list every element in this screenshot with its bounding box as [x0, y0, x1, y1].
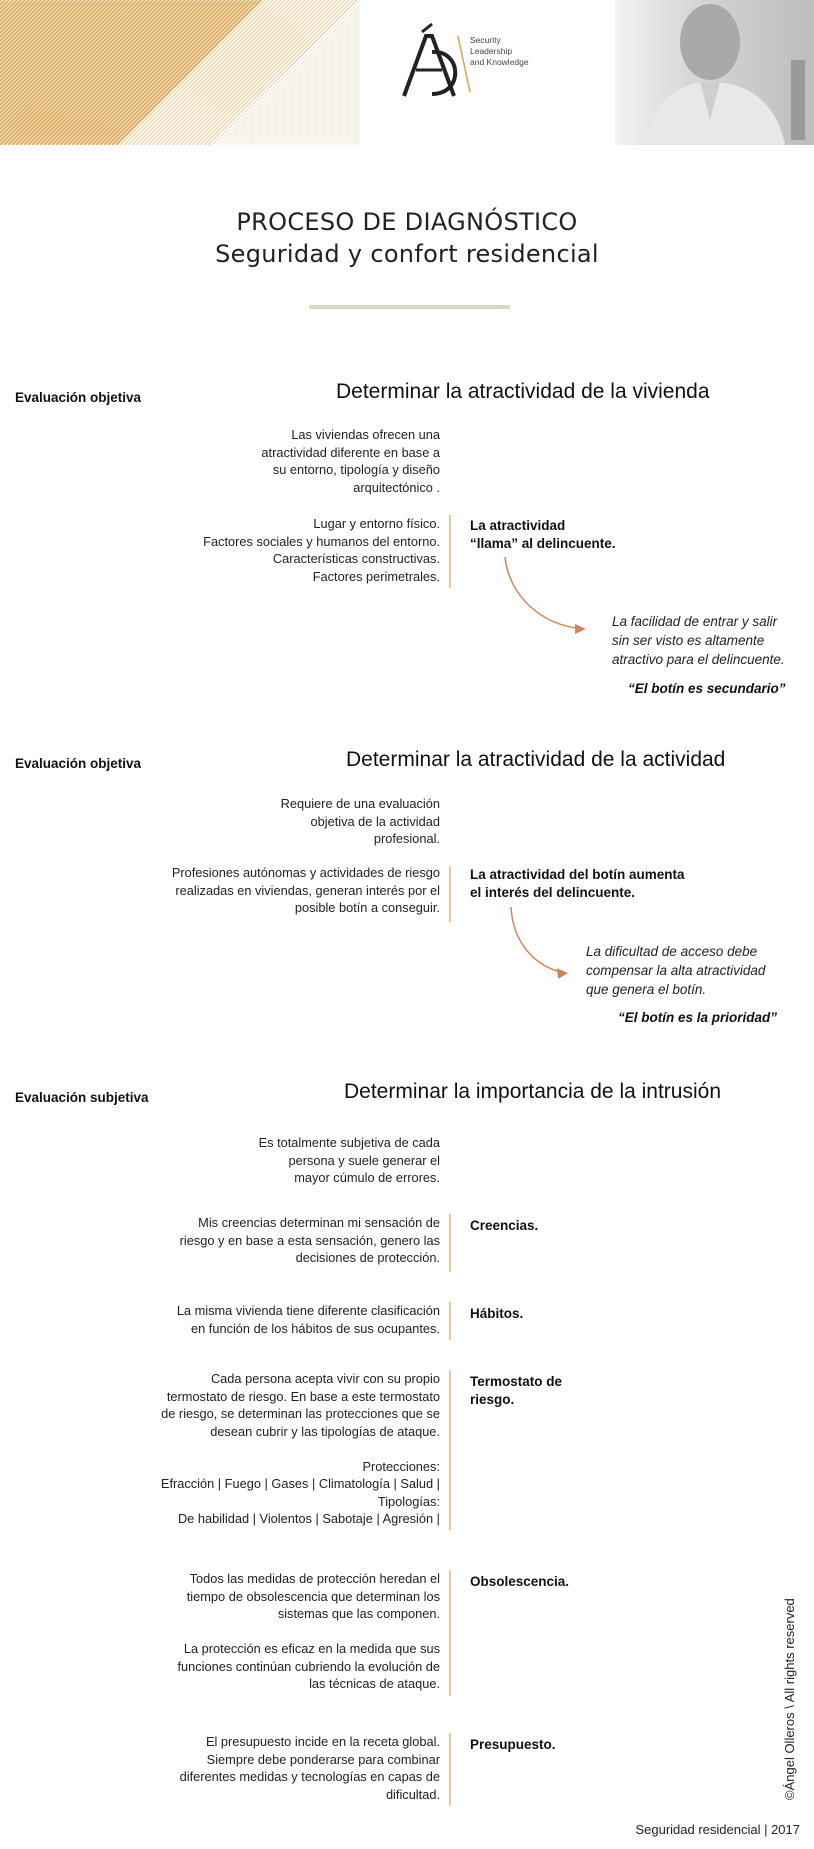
curved-arrow-icon [495, 555, 595, 635]
factor-line: Lugar y entorno físico. [313, 516, 440, 531]
section-heading: Determinar la atractividad de la actividad [346, 748, 726, 771]
note-line: La dificultad de acceso debe [586, 944, 758, 959]
key-line: La atractividad del botín aumenta [470, 867, 685, 882]
criterion-line: funciones continúan cubriendo la evolución de [177, 1658, 440, 1674]
note-line: La facilidad de entrar y salir [612, 614, 778, 629]
accent-divider [449, 1302, 451, 1340]
accent-divider [449, 515, 451, 588]
criterion-line: Siempre debe ponderarse para combinar [206, 1751, 440, 1767]
criterion-line: riesgo y en base a esta sensación, genero las [179, 1232, 440, 1248]
criterion-line: Tipologías: [377, 1493, 440, 1509]
section-intro [10, 1134, 440, 1187]
intro-line: persona y suele generar el [288, 1152, 440, 1168]
page-title: PROCESO DE DIAGNÓSTICO [236, 208, 578, 236]
brand-tagline [470, 35, 529, 68]
quote-text: “El botín es secundario” [628, 681, 786, 696]
key-line: Termostato de [470, 1374, 563, 1389]
note-text [586, 942, 765, 999]
accent-divider [449, 1570, 451, 1696]
criterion-key [470, 1373, 562, 1409]
portrait-photo [615, 0, 814, 145]
factor-line: Factores sociales y humanos del entorno. [203, 533, 440, 549]
criterion-key: Presupuesto. [470, 1737, 556, 1752]
criterion-line: termostato de riesgo. En base a este termostato [166, 1388, 440, 1404]
intro-line: profesional. [373, 831, 440, 846]
intro-line: arquitectónico . [353, 479, 440, 495]
factor-line: realizadas en viviendas, generan interés por el [175, 882, 440, 898]
note-text [612, 612, 785, 669]
tagline-line: Security [470, 35, 501, 45]
section-label: Evaluación objetiva [15, 390, 142, 405]
criterion-text [10, 1570, 440, 1693]
factor-line: Características constructivas. [272, 551, 440, 566]
criterion-spacer [10, 1623, 440, 1641]
criterion-line: La protección es eficaz en la medida que sus [183, 1641, 440, 1656]
intro-line: Requiere de una evaluación [280, 796, 440, 811]
page-subtitle: Seguridad y confort residencial [215, 240, 599, 268]
intro-line: Es totalmente subjetiva de cada [258, 1135, 440, 1150]
intro-line: su entorno, tipología y diseño [272, 462, 440, 477]
quote-text: “El botín es la prioridad” [618, 1010, 778, 1025]
header-banner [0, 0, 814, 145]
section-intro [10, 795, 440, 848]
section-label: Evaluación objetiva [15, 756, 142, 771]
criterion-text [10, 1214, 440, 1267]
section-intro [10, 426, 440, 496]
criterion-spacer [10, 1440, 440, 1458]
accent-divider [449, 1733, 451, 1806]
note-line: sin ser visto es altamente [612, 633, 765, 648]
criterion-line: De habilidad | Violentos | Sabotaje | Agresión | [177, 1511, 440, 1526]
factor-line: Factores perimetrales. [312, 568, 440, 584]
curved-arrow-icon [505, 905, 575, 980]
key-line: “llama” al delincuente. [470, 536, 616, 551]
intro-line: atractividad diferente en base a [261, 444, 440, 460]
accent-divider [449, 1214, 451, 1272]
striped-graphic [0, 0, 360, 145]
criterion-line: Protecciones: [362, 1458, 440, 1474]
key-line: el interés del delincuente. [470, 885, 636, 900]
copyright-vertical [782, 1560, 802, 1800]
key-line: riesgo. [470, 1392, 515, 1407]
note-line: que genera el botín. [586, 982, 707, 997]
criterion-line: Cada persona acepta vivir con su propio [210, 1371, 440, 1386]
factor-line: posible botín a conseguir. [294, 900, 440, 915]
accent-divider [449, 1370, 451, 1530]
criterion-line: las técnicas de ataque. [309, 1676, 440, 1691]
criterion-key: Creencias. [470, 1218, 539, 1233]
criterion-line: de riesgo, se determinan las protecciones que se [161, 1406, 440, 1421]
criterion-text [10, 1370, 440, 1528]
criterion-line: Mis creencias determinan mi sensación de [198, 1215, 440, 1230]
tagline-line: Leadership [470, 46, 513, 56]
criterion-line: La misma vivienda tiene diferente clasificación [176, 1303, 440, 1318]
intro-line: mayor cúmulo de errores. [294, 1170, 440, 1185]
section-heading: Determinar la atractividad de la vivienda [336, 380, 710, 403]
criterion-line: desean cubrir y las tipologías de ataque. [210, 1423, 440, 1439]
criterion-line: dificultad. [385, 1786, 440, 1802]
portrait-illustration [615, 0, 814, 145]
criterion-key: Obsolescencia. [470, 1574, 570, 1589]
section-factors [10, 515, 440, 585]
criterion-key: Hábitos. [470, 1306, 524, 1321]
factor-line: Profesiones autónomas y actividades de riesgo [171, 865, 440, 880]
intro-line: objetiva de la actividad [310, 813, 440, 829]
intro-line: Las viviendas ofrecen una [291, 427, 440, 442]
criterion-line: tiempo de obsolescencia que determinan los [186, 1588, 440, 1604]
note-line: atractivo para el delincuente. [612, 652, 785, 667]
criterion-line: El presupuesto incide en la receta global. [205, 1734, 440, 1749]
criterion-line: sistemas que las componen. [277, 1606, 440, 1621]
criterion-text [10, 1302, 440, 1337]
criterion-line: decisiones de protección. [295, 1250, 440, 1265]
key-statement [470, 866, 685, 902]
note-line: compensar la alta atractividad [586, 963, 766, 978]
criterion-line: Todos las medidas de protección heredan el [189, 1571, 440, 1586]
criterion-line: en función de los hábitos de sus ocupantes. [190, 1320, 440, 1336]
criterion-line: diferentes medidas y tecnologías en capas de [179, 1769, 440, 1784]
key-statement [470, 517, 616, 553]
section-factors [10, 864, 440, 917]
brand-logo [392, 22, 472, 102]
key-line: La atractividad [470, 518, 566, 533]
title-divider [309, 305, 510, 309]
copyright-text: ©Ángel Olleros \ All rights reserved [782, 1598, 797, 1800]
section-heading: Determinar la importancia de la intrusión [344, 1080, 722, 1103]
tagline-line: and Knowledge [470, 57, 529, 67]
criterion-line: Efracción | Fuego | Gases | Climatología | Salud | [160, 1476, 440, 1491]
criterion-text [10, 1733, 440, 1803]
accent-divider [449, 866, 451, 922]
section-label: Evaluación subjetiva [15, 1090, 149, 1105]
page-footer: Seguridad residencial | 2017 [635, 1822, 800, 1837]
